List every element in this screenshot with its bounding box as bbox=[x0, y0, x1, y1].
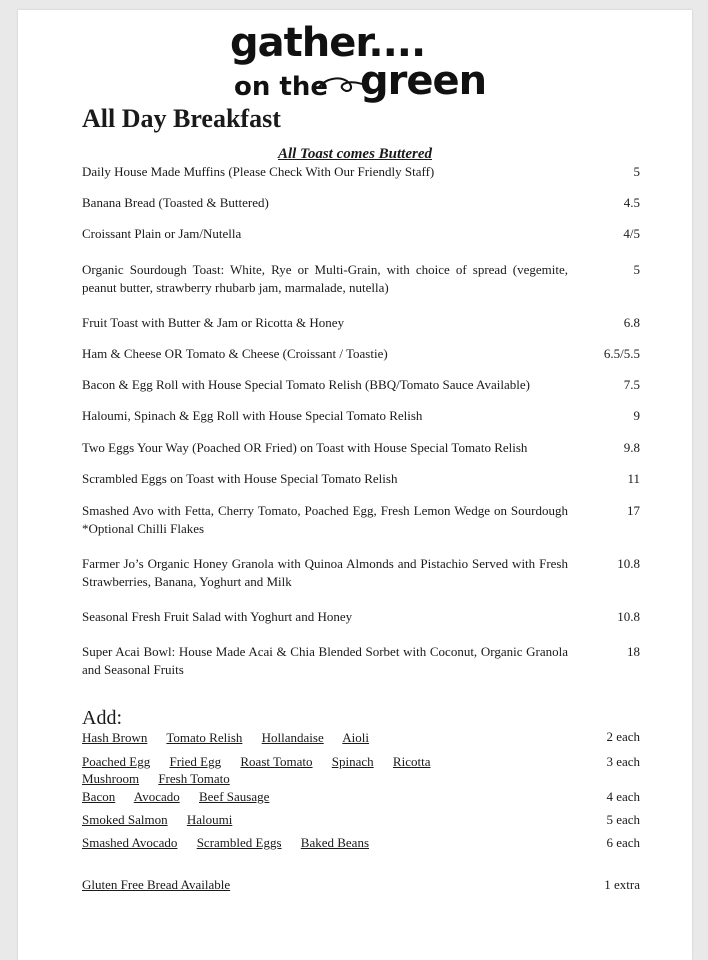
add-option: Scrambled Eggs bbox=[196, 835, 282, 850]
menu-item-price: 5 bbox=[633, 262, 640, 277]
add-option: Poached Egg bbox=[82, 754, 151, 769]
add-option: Avocado bbox=[133, 789, 180, 804]
menu-item-price: 10.8 bbox=[617, 609, 640, 624]
menu-item-price: 6.5/5.5 bbox=[603, 346, 640, 361]
add-option: Smoked Salmon bbox=[82, 812, 168, 827]
menu-item-price: 11 bbox=[627, 471, 640, 486]
add-option: Fresh Tomato bbox=[158, 771, 230, 786]
add-row-price: 6 each bbox=[606, 835, 640, 850]
menu-item-name: Organic Sourdough Toast: White, Rye or Multi-Grain, with choice of spread (vegemite, peanut butter, strawberry rhubarb jam, marmalade, nutella) bbox=[82, 262, 568, 295]
menu-item-price: 4.5 bbox=[623, 195, 640, 210]
menu-item-name: Farmer Jo’s Organic Honey Granola with Quinoa Almonds and Pistachio Served with Fresh Strawberries, Banana, Yoghurt and Milk bbox=[82, 556, 568, 589]
menu-item-price: 4/5 bbox=[623, 226, 640, 241]
gluten-free-price: 1 extra bbox=[604, 877, 640, 892]
menu-item-price: 9 bbox=[633, 408, 640, 423]
menu-item-name: Daily House Made Muffins (Please Check With Our Friendly Staff) bbox=[82, 164, 435, 179]
add-option: Mushroom bbox=[82, 771, 140, 786]
add-option: Fried Egg bbox=[169, 754, 222, 769]
add-row-price: 3 each bbox=[606, 754, 640, 769]
add-option: Baked Beans bbox=[300, 835, 370, 850]
add-option: Bacon bbox=[82, 789, 116, 804]
menu-item-price: 17 bbox=[627, 503, 640, 518]
menu-page bbox=[18, 10, 692, 960]
menu-item-name: Scrambled Eggs on Toast with House Special Tomato Relish bbox=[82, 471, 398, 486]
menu-item-name: Croissant Plain or Jam/Nutella bbox=[82, 226, 242, 241]
add-option: Aioli bbox=[342, 730, 370, 745]
menu-item-name: Bacon & Egg Roll with House Special Tomato Relish (BBQ/Tomato Sauce Available) bbox=[82, 377, 530, 392]
menu-item-name: Seasonal Fresh Fruit Salad with Yoghurt and Honey bbox=[82, 609, 353, 624]
add-row-price: 4 each bbox=[606, 789, 640, 804]
menu-item-name: Ham & Cheese OR Tomato & Cheese (Croissant / Toastie) bbox=[82, 346, 388, 361]
menu-item-price: 18 bbox=[627, 644, 640, 659]
logo-swirl-icon bbox=[316, 74, 366, 96]
menu-item-name: Fruit Toast with Butter & Jam or Ricotta & Honey bbox=[82, 315, 345, 330]
add-row-price: 2 each bbox=[606, 729, 640, 744]
subtitle: All Toast comes Buttered bbox=[277, 146, 433, 162]
page-title: All Day Breakfast bbox=[82, 104, 281, 133]
menu-item-price: 10.8 bbox=[617, 556, 640, 571]
gather-on-the-green-logo bbox=[230, 20, 500, 114]
add-row bbox=[82, 729, 542, 746]
add-row bbox=[82, 753, 512, 787]
menu-item-price: 9.8 bbox=[623, 440, 640, 455]
add-row bbox=[82, 811, 542, 828]
menu-item-name: Haloumi, Spinach & Egg Roll with House Special Tomato Relish bbox=[82, 408, 423, 423]
gluten-free-label: Gluten Free Bread Available bbox=[82, 877, 231, 892]
menu-item-name: Two Eggs Your Way (Poached OR Fried) on Toast with House Special Tomato Relish bbox=[82, 440, 528, 455]
add-row bbox=[82, 788, 542, 805]
add-option: Roast Tomato bbox=[240, 754, 313, 769]
add-row bbox=[82, 834, 542, 851]
logo-line-green: green bbox=[360, 58, 487, 104]
menu-item-name: Super Acai Bowl: House Made Acai & Chia Blended Sorbet with Coconut, Organic Granola and Seasonal Fruits bbox=[82, 644, 568, 677]
add-option: Hash Brown bbox=[82, 730, 148, 745]
add-option: Ricotta bbox=[392, 754, 431, 769]
add-option: Spinach bbox=[331, 754, 374, 769]
menu-item-price: 5 bbox=[633, 164, 640, 179]
logo-line-on-the: on the bbox=[234, 72, 328, 102]
menu-item-price: 7.5 bbox=[623, 377, 640, 392]
add-heading: Add: bbox=[82, 707, 122, 729]
add-option: Smashed Avocado bbox=[82, 835, 178, 850]
menu-item-name: Smashed Avo with Fetta, Cherry Tomato, Poached Egg, Fresh Lemon Wedge on Sourdough *Optional Chilli Flakes bbox=[82, 503, 568, 536]
add-option: Hollandaise bbox=[261, 730, 324, 745]
gluten-free-row bbox=[82, 876, 542, 893]
add-option: Tomato Relish bbox=[166, 730, 243, 745]
menu-item-price: 6.8 bbox=[623, 315, 640, 330]
add-option: Haloumi bbox=[186, 812, 233, 827]
logo-line-gather: gather.... bbox=[230, 20, 426, 66]
add-option: Beef Sausage bbox=[198, 789, 270, 804]
menu-item-name: Banana Bread (Toasted & Buttered) bbox=[82, 195, 269, 210]
add-row-price: 5 each bbox=[606, 812, 640, 827]
